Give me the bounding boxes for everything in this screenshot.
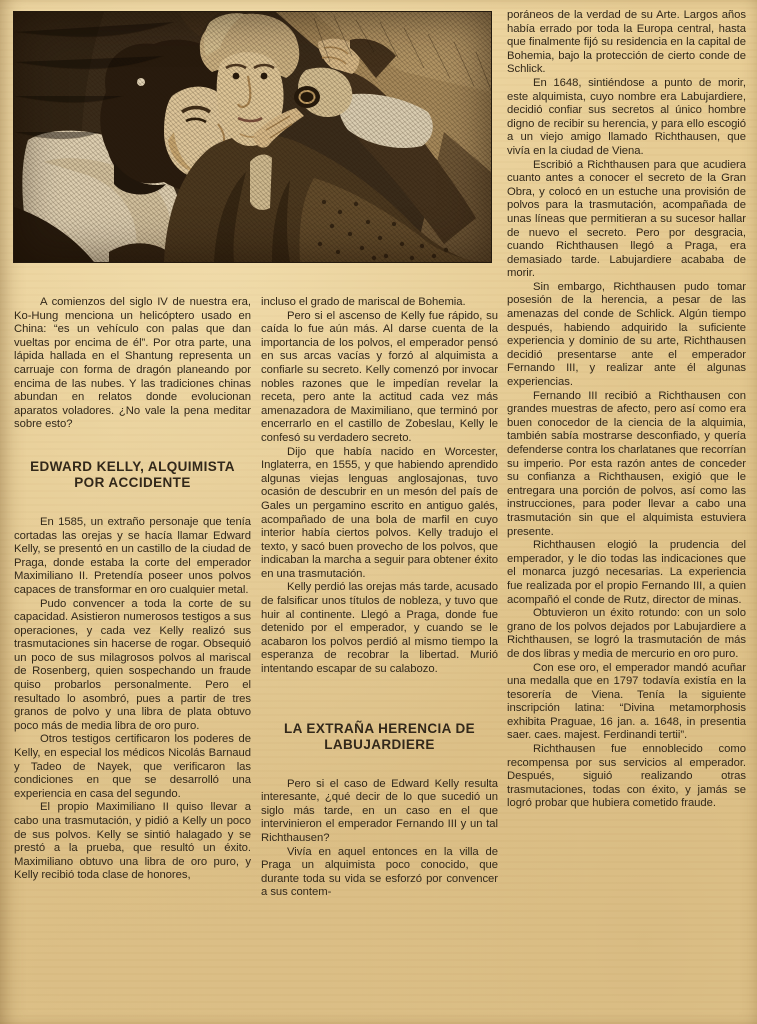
paragraph: Dijo que había nacido en Worcester, Inglaterra, en 1555, y que habiendo aprendido algunas viejas lenguas anglosajonas, tuvo ocasión de descubrir en un mesón del país de Gales un pergamino escrito en antiguo galés, acompañado de una bola de marfil en cuyo interior había ciertos polvos. Kelly tradujo el texto, y sacó buen provecho de los polvos, que indicaban la marcha a seguir para obtener éxito en una trasmutación. bbox=[261, 445, 498, 580]
paragraph: Richthausen fue ennoblecido como recompensa por sus servicios al emperador. Después, siguió realizando otras trasmutaciones, todas con éxito, y jamás se logró probar que hubiera cometido fraude. bbox=[507, 743, 746, 810]
jug-mouth bbox=[294, 86, 320, 108]
paragraph: En 1648, sintiéndose a punto de morir, este alquimista, cuyo nombre era Labujardiere, decidió confiar sus secretos al único hombre digno de recibir su herencia, y para ello escogió a un viejo amigo llamado Richthausen, que vivía en la ciudad de Viena. bbox=[507, 76, 746, 157]
engraving-illustration bbox=[14, 12, 491, 262]
paragraph: Kelly perdió las orejas más tarde, acusado de falsificar unos títulos de nobleza, y tuvo que huir al continente. Llegó a Praga, donde fue detenido por el emperador, y cuando se le acabaron los polvos perdió al mismo tiempo la esperanza de recobrar la libertad. Murió intentando escapar de su calabozo. bbox=[261, 581, 498, 676]
paragraph: Sin embargo, Richthausen pudo tomar posesión de la herencia, a pesar de las amenazas del conde de Schlick. Algún tiempo después, habiendo adquirido la suficiente experiencia y dominio de su arte, Richthausen decidió presentarse ante el emperador Fernando III, y realizar ante él algunas experiencias. bbox=[507, 280, 746, 389]
paragraph: Obtuvieron un éxito rotundo: con un solo grano de los polvos dejados por Labujardiere a Richthausen, se logró la trasmutación de más de dos libras y media de mercurio en oro puro. bbox=[507, 607, 746, 660]
engraving-drawing bbox=[14, 12, 491, 262]
older-eye-left bbox=[233, 73, 240, 80]
paragraph: Escribió a Richthausen para que acudiera cuanto antes a conocer el secreto de la Gran Obra, y colocó en un estuche una provisión de polvos para la trasmutación, acompañada de unas líneas que permitieran a su sucesor hallar de nuevo el secreto. Pero por desgracia, cuando Richthausen llegó a Praga, era demasiado tarde. Labujardiere acababa de morir. bbox=[507, 158, 746, 280]
paragraph: Vivía en aquel entonces en la villa de Praga un alquimista poco conocido, que durante toda su vida se esforzó por convencer a sus contem- bbox=[261, 845, 498, 899]
paragraph: A comienzos del siglo IV de nuestra era, Ko-Hung menciona un helicóptero usado en China: “es un vehículo con palas que dan vueltas por encima de él”. Por otra parte, una lápida hallada en el Shantung representa un carruaje con forma de dragón planeando por encima de las nubes. Y las tradiciones chinas abundan en relatos donde evolucionan aparatos voladores. ¿No vale la pena meditar sobre esto? bbox=[14, 296, 251, 431]
paragraph: Con ese oro, el emperador mandó acuñar una medalla que en 1797 todavía existía en la tesorería de Viena. Tenía la siguiente inscripción latina: “Divina metamorphosis exhibita Praguae, 16 jan. a. 1648, in presentia saer. caes. majest. Ferdinandi tertii”. bbox=[507, 661, 746, 742]
paragraph: Otros testigos certificaron los poderes de Kelly, en especial los médicos Nicolás Barnaud y Tadeo de Nayek, que verificaron las condiciones en que se desarrolló una experiencia en casa del segundo. bbox=[14, 733, 251, 800]
paragraph: Pero si el ascenso de Kelly fue rápido, su caída lo fue aún más. Al darse cuenta de la importancia de los polvos, el emperador pensó en sus arcas vacías y forzó al alquimista a confiarle su secreto. Kelly comenzó por invocar nobles razones que le impedían revelar la receta, pero ante la actitud cada vez más amenazadora de Maximiliano, que terminó por encerrarlo en el castillo de Zobeslau, Kelly le confesó su verdadero secreto. bbox=[261, 309, 498, 444]
paragraph-continuation: incluso el grado de mariscal de Bohemia. bbox=[261, 296, 466, 308]
paragraph: El propio Maximiliano II quiso llevar a cabo una trasmutación, y pidió a Kelly un poco de sus polvos. Kelly se sintió halagado y se prestó a la prueba, que resultó un éxito. Maximiliano obtuvo una libra de oro puro, y Kelly recibió toda clase de honores, bbox=[14, 801, 251, 882]
paragraph-continuation: poráneos de la verdad de su Arte. Largos años había errado por toda la Europa central, hasta que finalmente fijó su residencia en la capital de Bohemia, bajo la protección de cierto conde de Schlick. bbox=[507, 9, 746, 76]
paragraph: Fernando III recibió a Richthausen con grandes muestras de afecto, pero así como era buen conocedor de la ciencia de la alquimia, también sabía mostrarse desconfiado, y quería defenderse contra los charlatanes que recorrían su imperio. Por esta razón antes de conceder su confianza a Richthausen, exigió que le entregara una porción de polvos, así como las instrucciones, para poder llevar a cabo una trasmutación sin que el alquimista estuviera presente. bbox=[507, 389, 746, 538]
shirt-sliver bbox=[250, 155, 272, 210]
text-column-middle bbox=[261, 296, 498, 900]
paragraph: Pudo convencer a toda la corte de su capacidad. Asistieron numerosos testigos a sus operaciones, y cada vez Kelly realizó sus trasmutaciones sin hacerse de rogar. Obsequió un poco de sus milagrosos polvos al mariscal de Rosenberg, quien sospechando un fraude quiso probarlos personalmente. Pero el resultado lo asombró, pues a partir de tres granos de polvo y una libra de plata obtuvo poco más de media libra de oro puro. bbox=[14, 597, 251, 732]
paragraph: Pero si el caso de Edward Kelly resulta interesante, ¿qué decir de lo que sucedió un siglo más tarde, en un caso en el que intervinieron el emperador Fernando III y un tal Richthausen? bbox=[261, 777, 498, 844]
section-heading-edward-kelly: EDWARD KELLY, ALQUIMISTA POR ACCIDENTE bbox=[30, 458, 235, 491]
text-column-left bbox=[14, 296, 251, 883]
text-column-right bbox=[507, 9, 746, 811]
older-eye-right bbox=[261, 73, 268, 80]
section-heading-labujardiere: LA EXTRAÑA HERENCIA DE LABUJARDIERE bbox=[283, 720, 476, 753]
paragraph: Richthausen elogió la prudencia del emperador, y le dio todas las indicaciones que el monarca juzgó necesarias. La experiencia fue realizada por el propio Fernando III, a quien acompañó el conde de Rutz, director de minas. bbox=[507, 539, 746, 606]
hair-ornament bbox=[137, 78, 145, 86]
paragraph: En 1585, un extraño personaje que tenía cortadas las orejas y se hacía llamar Edward Kelly, se presentó en un castillo de la ciudad de Praga, donde estaba la corte del emperador Maximiliano II. Pretendía poseer unos polvos capaces de transformar en oro cualquier metal. bbox=[14, 515, 251, 596]
